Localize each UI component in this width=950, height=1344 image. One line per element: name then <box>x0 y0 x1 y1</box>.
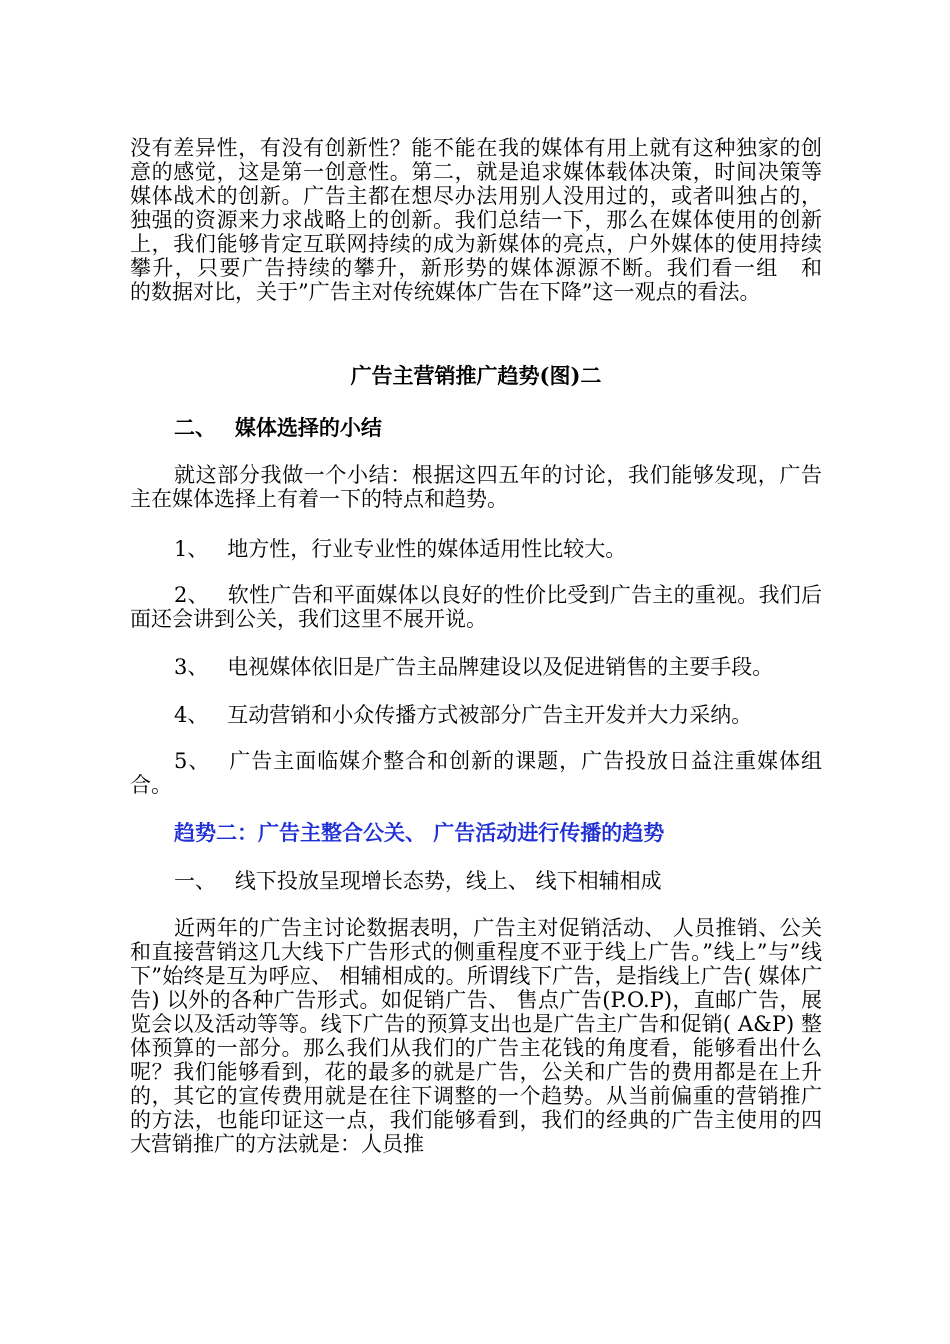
summary-item-3 <box>130 655 822 679</box>
intro-paragraph: 没有差异性，有没有创新性？能不能在我的媒体有用上就有这种独家的创意的感觉，这是第一创意性。第二，就是追求媒体载体决策，时间决策等媒体战术的创新。广告主都在想尽办法用别人没用过的，或者叫独占的，独强的资源来力求战略上的创新。我们总结一下，那么在媒体使用的创新上，我们能够肯定互联网持续的成为新媒体的亮点，户外媒体的使用持续攀升，只要广告持续的攀升，新形势的媒体源源不断。我们看一组 和 的数据对比，关于”广告主对传统媒体广告在下降”这一观点的看法。 <box>130 136 843 304</box>
subheading <box>130 869 822 893</box>
summary-item-text: 地方性，行业专业性的媒体适用性比较大。 <box>227 537 627 561</box>
section-heading <box>130 416 822 440</box>
trend-heading: 趋势二：广告主整合公关、 广告活动进行传播的趋势 <box>174 820 665 845</box>
summary-item-text: 互动营销和小众传播方式被部分广告主开发并大力采纳。 <box>227 703 753 727</box>
summary-item-text: 广告主面临媒介整合和创新的课题，广告投放日益注重媒体组合。 <box>130 749 822 797</box>
subheading-title: 线下投放呈现增长态势，线上、 线下相辅相成 <box>234 869 662 893</box>
summary-item-number: 1、 <box>174 537 209 561</box>
summary-item-5 <box>130 749 822 797</box>
summary-item-text: 软性广告和平面媒体以良好的性价比受到广告主的重视。我们后面还会讲到公关，我们这里不展开说。 <box>130 583 822 631</box>
summary-item-number: 5、 <box>174 749 211 773</box>
subheading-number: 一、 <box>174 869 216 893</box>
summary-item-number: 3、 <box>174 655 209 679</box>
summary-item-1 <box>130 537 822 561</box>
summary-item-text: 电视媒体依旧是广告主品牌建设以及促进销售的主要手段。 <box>227 655 774 679</box>
summary-item-4 <box>130 703 822 727</box>
summary-item-number: 2、 <box>174 583 209 607</box>
figure-caption: 广告主营销推广趋势(图)二 <box>350 363 602 388</box>
summary-item-number: 4、 <box>174 703 209 727</box>
body-paragraph: 近两年的广告主讨论数据表明，广告主对促销活动、 人员推销、公关和直接营销这几大线下广告形式的侧重程度不亚于线上广告。”线上”与”线下”始终是互为呼应、 相辅相成的。所谓线下广告，是指线上广告( 媒体广告) 以外的各种广告形式。如促销广告、 售点广告(P.O.P)，直邮广告，展览会以及活动等等。线下广告的预算支出也是广告主广告和促销( A&P) 整体预算的一部分。那么我们从我们的广告主花钱的角度看，能够看出什么呢？我们能够看到，花的最多的就是广告，公关和广告的费用都是在上升的，其它的宣传费用就是在往下调整的一个趋势。从当前偏重的营销推广的方法，也能印证这一点，我们能够看到，我们的经典的广告主使用的四大营销推广的方法就是：人员推 <box>130 916 822 1156</box>
summary-item-2 <box>130 583 822 631</box>
summary-intro-paragraph: 就这部分我做一个小结：根据这四五年的讨论，我们能够发现，广告主在媒体选择上有着一下的特点和趋势。 <box>130 463 822 511</box>
section-heading-title: 媒体选择的小结 <box>234 415 382 440</box>
section-heading-number: 二、 <box>174 415 216 440</box>
